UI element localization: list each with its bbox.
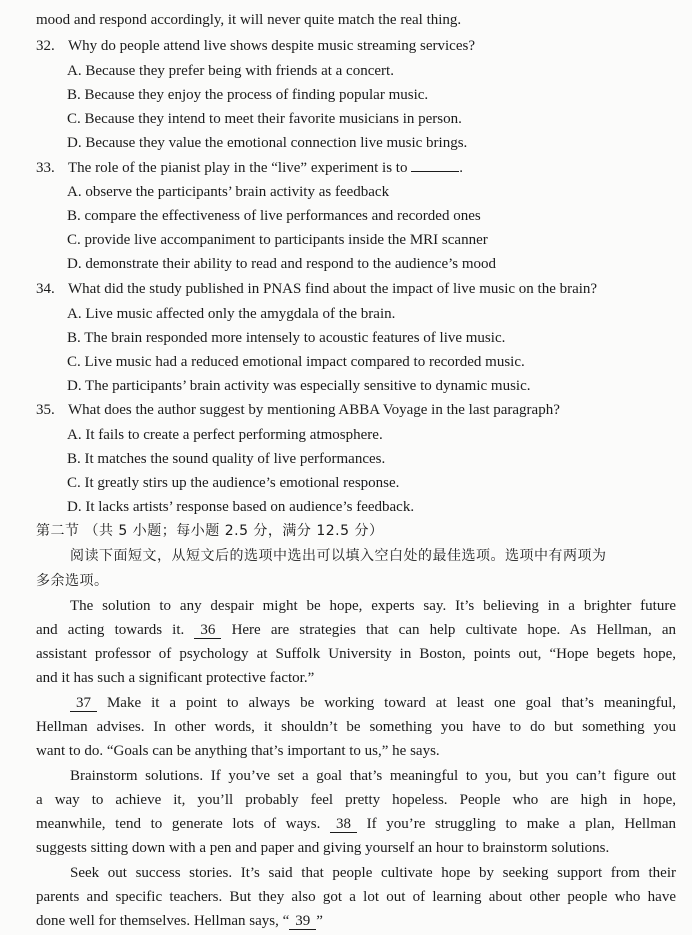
question-number: 32. bbox=[36, 38, 55, 54]
option: D. Because they value the emotional connection live music brings. bbox=[67, 135, 468, 151]
question-32 bbox=[36, 36, 676, 56]
passage-text: ” bbox=[316, 913, 323, 929]
passage-text: meanwhile, tend to generate lots of ways. bbox=[36, 816, 321, 832]
option: A. Live music affected only the amygdala of the brain. bbox=[67, 306, 396, 322]
question-33 bbox=[36, 157, 676, 178]
answer-blank bbox=[411, 157, 459, 172]
option: A. Because they prefer being with friends at a concert. bbox=[67, 63, 394, 79]
stem-end: . bbox=[459, 160, 463, 176]
passage-text: If you’re struggling to make a plan, Hellman bbox=[366, 816, 677, 832]
passage-line: and it has such a significant protective factor.” bbox=[36, 670, 315, 686]
passage-text: done well for themselves. Hellman says, “ bbox=[36, 913, 290, 929]
option: C. It greatly stirs up the audience’s emotional response. bbox=[67, 475, 400, 491]
passage-line: suggests sitting down with a pen and paper and giving yourself an hour to brainstorm solutions. bbox=[36, 840, 610, 856]
intro-tail: mood and respond accordingly, it will never quite match the real thing. bbox=[36, 12, 462, 28]
passage-line: a way to achieve it, you’ll probably feel pretty hopeless. People who are high in hope, bbox=[36, 792, 676, 808]
passage-line: Brainstorm solutions. If you’ve set a goal that’s meaningful to you, but you can’t figure out bbox=[70, 768, 676, 784]
passage-text: and acting towards it. bbox=[36, 622, 185, 638]
option: D. demonstrate their ability to read and respond to the audience’s mood bbox=[67, 256, 497, 272]
option: A. observe the participants’ brain activity as feedback bbox=[67, 184, 390, 200]
option: C. provide live accompaniment to participants inside the MRI scanner bbox=[67, 232, 488, 248]
gap-39: 39 bbox=[289, 913, 316, 930]
question-stem: What did the study published in PNAS find about the impact of live music on the brain? bbox=[68, 281, 598, 297]
passage-line bbox=[70, 693, 676, 713]
passage-line bbox=[36, 911, 676, 931]
gap-36: 36 bbox=[194, 622, 221, 639]
passage-line: assistant professor of psychology at Suffolk University in Boston, points out, “Hope begets hope, bbox=[36, 646, 676, 662]
passage-line bbox=[36, 814, 676, 834]
option: B. The brain responded more intensely to acoustic features of live music. bbox=[67, 330, 506, 346]
passage-text: Make it a point to always be working toward at least one goal that’s meaningful, bbox=[106, 695, 676, 711]
gap-37: 37 bbox=[70, 695, 97, 712]
option: D. It lacks artists’ response based on audience’s feedback. bbox=[67, 499, 415, 515]
option: A. It fails to create a perfect performing atmosphere. bbox=[67, 427, 383, 443]
passage-line: parents and specific teachers. But they also got a lot out of learning about other people who have bbox=[36, 889, 676, 905]
question-stem: Why do people attend live shows despite music streaming services? bbox=[68, 38, 475, 54]
passage-text: Here are strategies that can help cultivate hope. As Hellman, an bbox=[231, 622, 677, 638]
passage-line: want to do. “Goals can be anything that’s important to us,” he says. bbox=[36, 743, 440, 759]
section-instruction: 阅读下面短文，从短文后的选项中选出可以填入空白处的最佳选项。选项中有两项为 bbox=[70, 548, 607, 564]
passage-line: Hellman advises. In other words, it shouldn’t be something you have to do but something you bbox=[36, 719, 676, 735]
option: B. Because they enjoy the process of finding popular music. bbox=[67, 87, 429, 103]
option: C. Because they intend to meet their favorite musicians in person. bbox=[67, 111, 462, 127]
section-heading: 第二节 （共 5 小题；每小题 2.5 分，满分 12.5 分） bbox=[36, 523, 384, 539]
option: D. The participants’ brain activity was especially sensitive to dynamic music. bbox=[67, 378, 531, 394]
question-34 bbox=[36, 279, 676, 299]
passage-line: Seek out success stories. It’s said that people cultivate hope by seeking support from their bbox=[70, 865, 676, 881]
option: C. Live music had a reduced emotional impact compared to recorded music. bbox=[67, 354, 525, 370]
question-35 bbox=[36, 400, 676, 420]
question-number: 34. bbox=[36, 281, 55, 297]
section-instruction-cont: 多余选项。 bbox=[36, 573, 109, 589]
option: B. It matches the sound quality of live performances. bbox=[67, 451, 386, 467]
passage-line bbox=[36, 620, 676, 640]
option: B. compare the effectiveness of live performances and recorded ones bbox=[67, 208, 481, 224]
question-stem: The role of the pianist play in the “live” experiment is to bbox=[68, 160, 408, 176]
passage-line: The solution to any despair might be hope, experts say. It’s believing in a brighter future bbox=[70, 598, 676, 614]
gap-38: 38 bbox=[330, 816, 357, 833]
question-number: 33. bbox=[36, 160, 55, 176]
question-stem: What does the author suggest by mentioning ABBA Voyage in the last paragraph? bbox=[68, 402, 560, 418]
question-number: 35. bbox=[36, 402, 55, 418]
